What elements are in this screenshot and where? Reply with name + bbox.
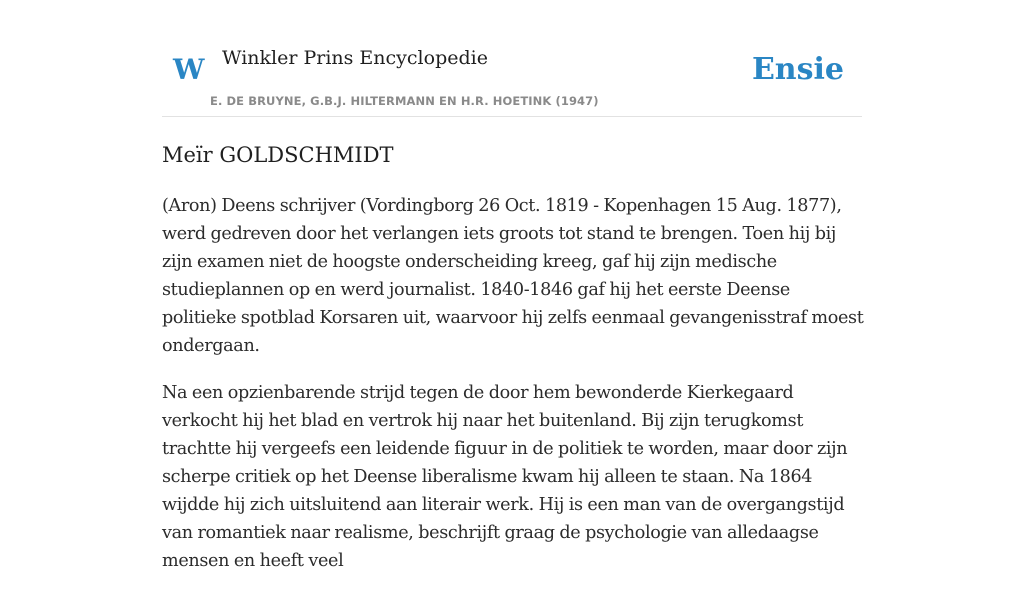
entry-title: Meïr GOLDSCHMIDT bbox=[162, 143, 394, 167]
entry-paragraph-2: Na een opzienbarende strijd tegen de door hem bewonderde Kierkegaard verkocht hij het blad en vertrok hij naar het buitenland. Bij zijn terugkomst trachtte hij vergeefs een leidende figuur in de politiek te worden, maar door zijn scherpe critiek op het Deense liberalisme kwam hij alleen te staan. Na 1864 wijdde hij zich uitsluitend aan literair werk. Hij is een man van de overgangstijd van romantiek naar realisme, beschrijft graag de psychologie van alledaagse mensen en heeft veel bbox=[162, 383, 848, 571]
publication-title-link[interactable]: Winkler Prins Encyclopedie bbox=[222, 47, 488, 69]
page bbox=[162, 0, 864, 571]
entry-content bbox=[162, 192, 868, 594]
publication-header bbox=[162, 0, 862, 117]
winkler-prins-logo-icon[interactable]: W bbox=[173, 53, 205, 86]
publication-authors: E. DE BRUYNE, G.B.J. HILTERMANN EN H.R. HOETINK (1947) bbox=[210, 94, 599, 108]
entry-paragraph-1: (Aron) Deens schrijver (Vordingborg 26 Oct. 1819 - Kopenhagen 15 Aug. 1877), werd gedreven door het verlangen iets groots tot stand te brengen. Toen hij bij zijn examen niet de hoogste onderscheiding kreeg, gaf hij zijn medische studieplannen op en werd journalist. 1840-1846 gaf hij het eerste Deense politieke spotblad Korsaren uit, waarvoor hij zelfs eenmaal gevangenisstraf moest ondergaan. bbox=[162, 196, 864, 356]
ensie-brand-logo[interactable]: Ensie bbox=[751, 52, 844, 87]
